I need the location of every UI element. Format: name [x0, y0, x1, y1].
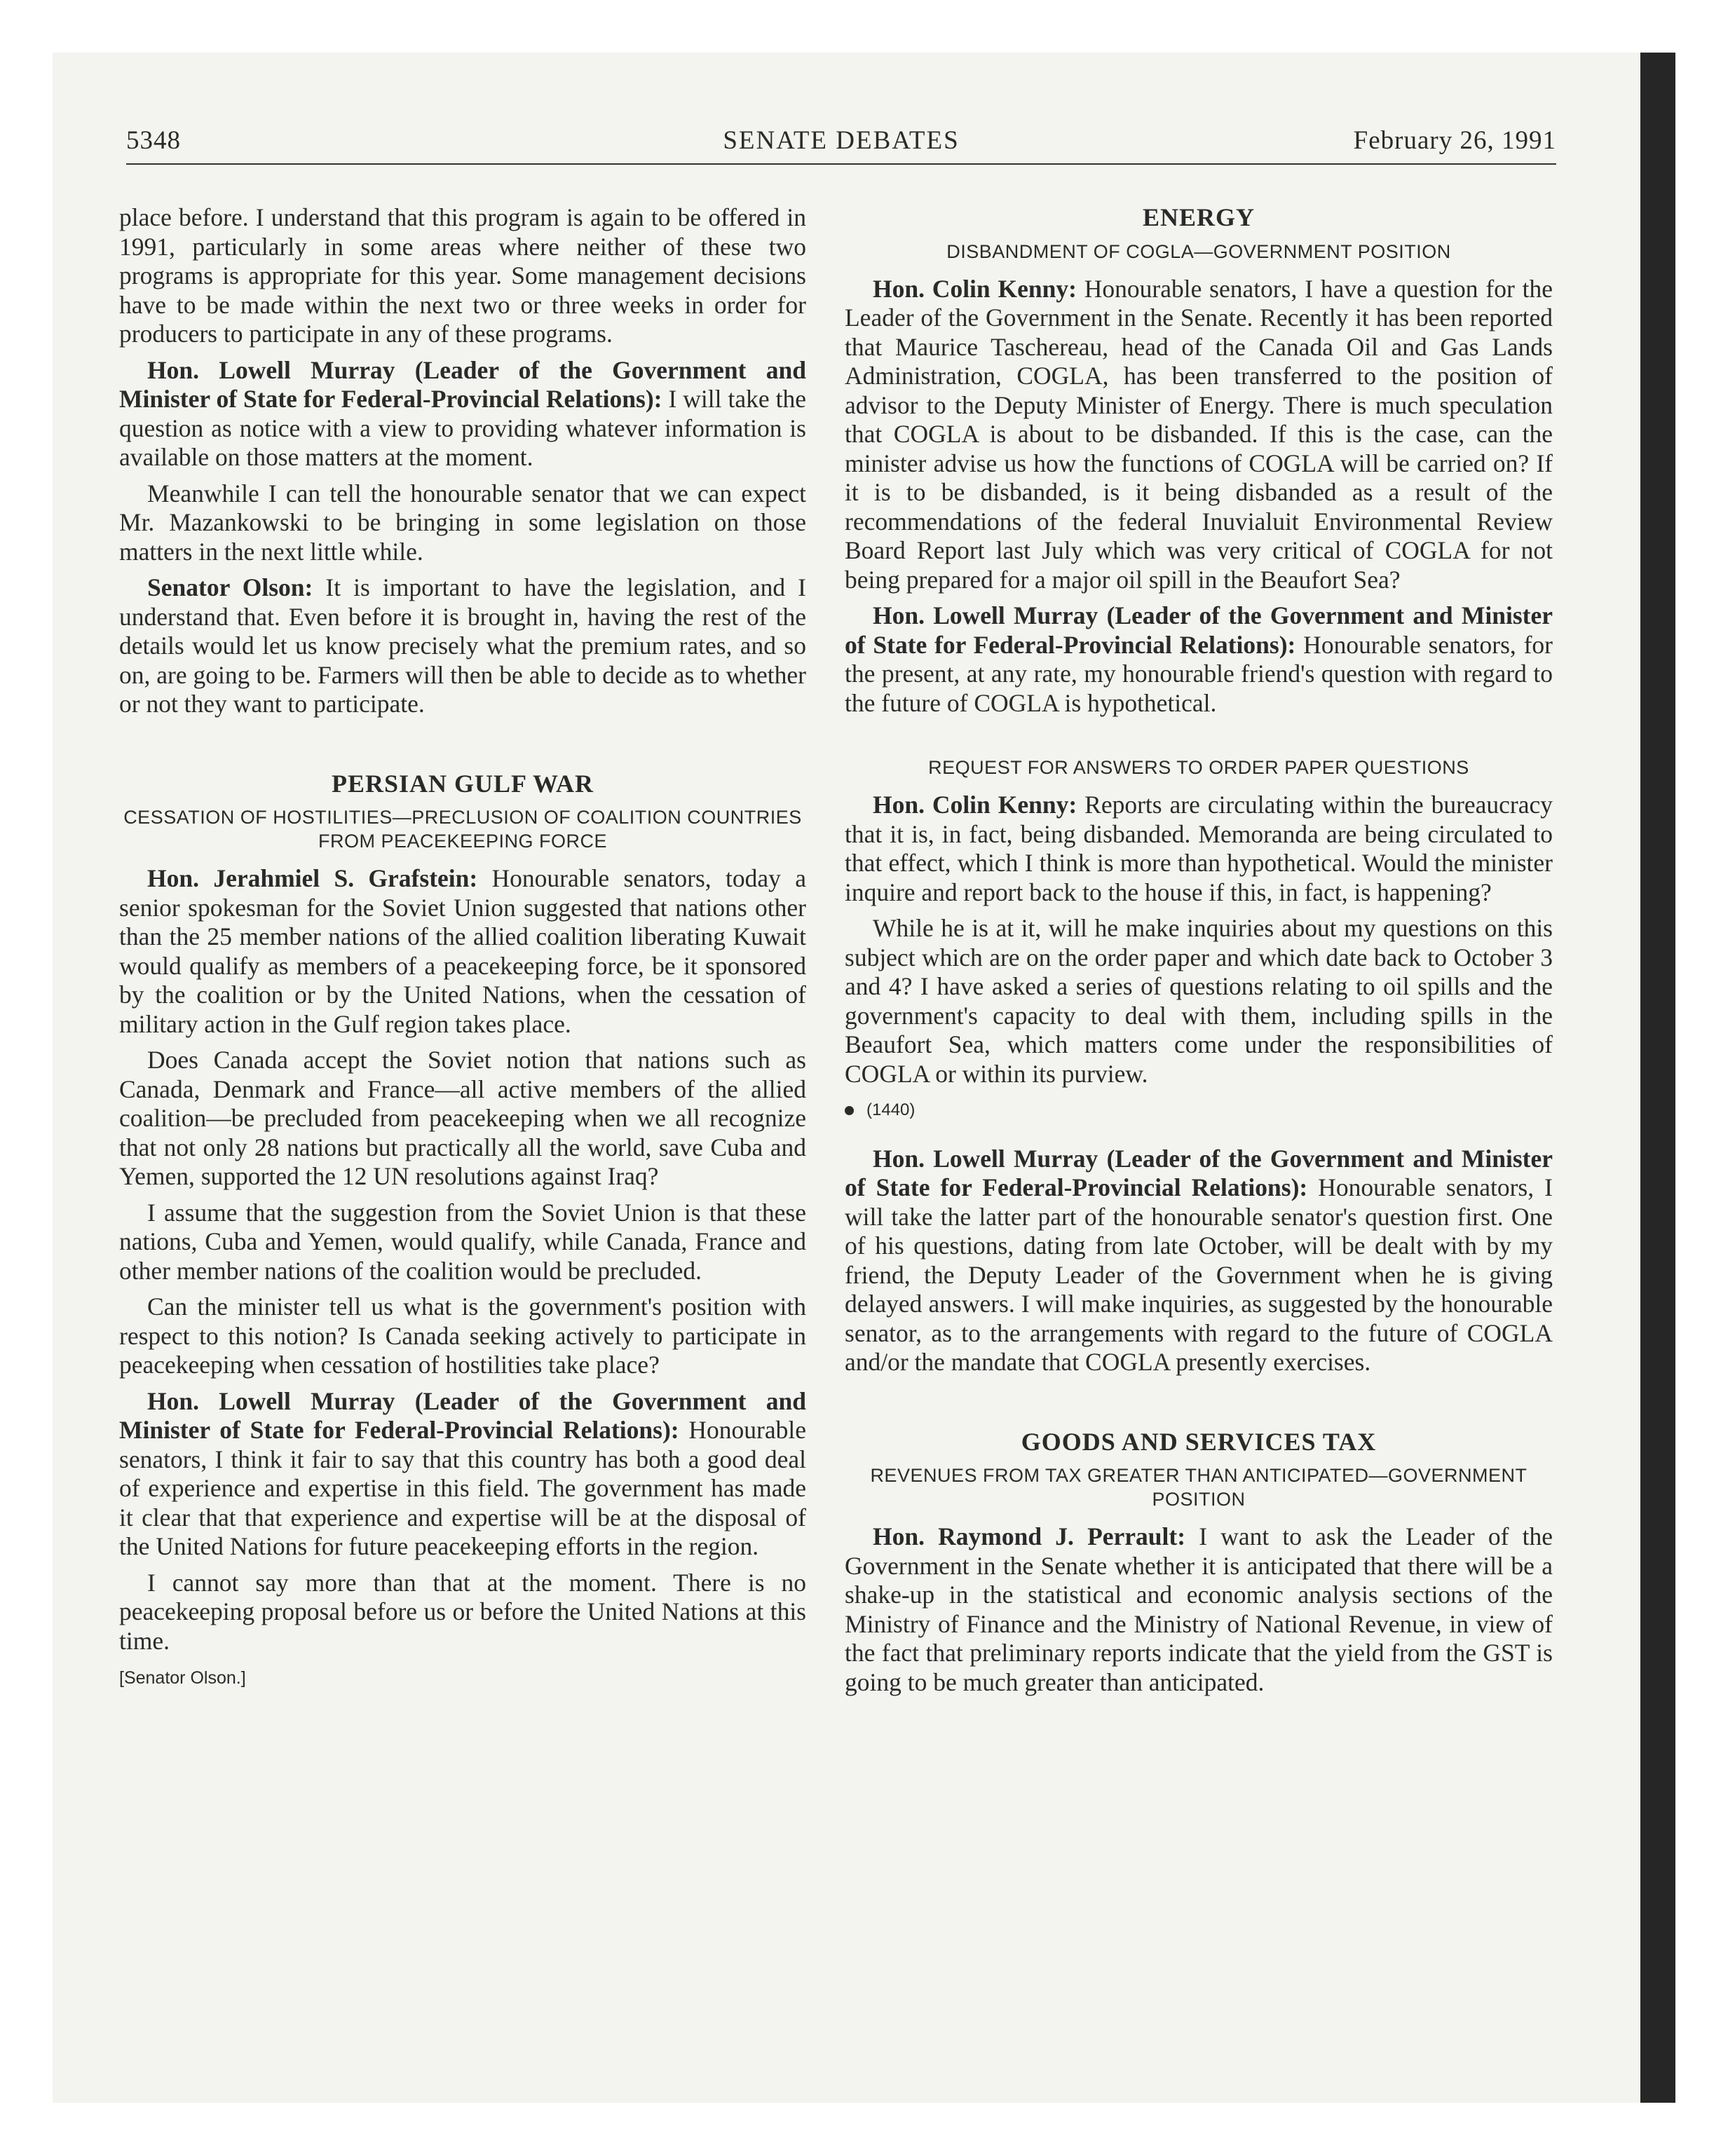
paragraph-text: Honourable senators, today a senior spokesman for the Soviet Union suggested that nations other than the 25 member nations of the allied coalition liberating Kuwait would qualify as members of a peacekeeping force, be it sponsored by the coalition or by the United Nations, when the cessation of military action in the Gulf region takes place. [119, 864, 806, 1038]
paragraph [119, 1292, 806, 1380]
paragraph-text: Meanwhile I can tell the honourable senator that we can expect Mr. Mazankowski to be bringing in some legislation on those matters in the next little while. [119, 479, 806, 566]
paragraph-text: Honourable senators, for the present, at any rate, my honourable friend's question with regard to the future of COGLA is hypothetical. [845, 630, 1553, 717]
section-subheading: DISBANDMENT OF COGLA—GOVERNMENT POSITION [946, 240, 1451, 262]
publication-title: SENATE DEBATES [723, 126, 960, 155]
paragraph [845, 275, 1553, 595]
section-heading: GOODS AND SERVICES TAX [1021, 1427, 1377, 1456]
paragraph [845, 1522, 1553, 1697]
speaker-name: Hon. Raymond J. Perrault: [873, 1522, 1186, 1550]
paragraph [845, 1145, 1553, 1377]
section-heading: ENERGY [1142, 203, 1256, 231]
running-header [126, 125, 1556, 165]
paragraph-text: While he is at it, will he make inquiries about my questions on this subject which are on the order paper and which date back to October 3 and 4? I have asked a series of questions relating to oil spills and the government's capacity to deal with them, including spills in the Beaufort Sea, which matters come under the responsibilities of COGLA or within its purview. [845, 914, 1553, 1088]
scan-margin-bottom [0, 2103, 1735, 2156]
paragraph-text: Honourable senators, I will take the latter part of the honourable senator's question first. One of his questions, dating from late October, will be dealt with by my friend, the Deputy Leader of the Government when he is giving delayed answers. I will make inquiries, as suggested by the honourable senator, as to the arrangements with regard to the future of COGLA and/or the mandate that COGLA presently exercises. [845, 1173, 1553, 1376]
left-column [119, 203, 806, 1693]
paragraph [845, 601, 1553, 718]
paragraph-text: I want to ask the Leader of the Government in the Senate whether it is anticipated that there will be a shake-up in the statistical and economic analysis sections of the Ministry of Finance and the Ministry of National Revenue, in view of the fact that preliminary reports indicate that the yield from the GST is going to be much greater than anticipated. [845, 1522, 1553, 1696]
paragraph-text: Honourable senators, I have a question for the Leader of the Government in the Senate. Recently it has been reported that Maurice Taschereau, head of the Canada Oil and Gas Lands Administration, COGLA, has been transferred to the position of advisor to the Deputy Minister of Energy. There is much speculation that COGLA is about to be disbanded. If this is the case, can the minister advise us how the functions of COGLA will be carried on? If it is to be disbanded, is it being disbanded as a result of the recommendations of the federal Inuvialuit Environmental Review Board Report last July which was very critical of COGLA for not being prepared for a major oil spill in the Beaufort Sea? [845, 274, 1553, 594]
speaker-name: Hon. Lowell Murray (Leader of the Government and Minister of State for Federal-Provincial Relations): [845, 601, 1553, 659]
speaker-name: Hon. Lowell Murray (Leader of the Government and Minister of State for Federal-Provincial Relations): [119, 1386, 806, 1444]
paragraph-text: I cannot say more than that at the moment. There is no peacekeeping proposal before us or before the United Nations at this time. [119, 1568, 806, 1655]
paragraph [119, 1199, 806, 1286]
paragraph-text: place before. I understand that this program is again to be offered in 1991, particularly in some areas where neither of these two programs is appropriate for this year. Some management decisions have to be made within the next two or three weeks in order for producers to participate in any of these programs. [119, 203, 806, 348]
paragraph-text: I will take the question as notice with a view to providing whatever information is available on those matters at the moment. [119, 385, 806, 471]
speaker-footnote: [Senator Olson.] [119, 1668, 246, 1688]
section-subheading: REVENUES FROM TAX GREATER THAN ANTICIPATED—GOVERNMENT POSITION [870, 1465, 1528, 1510]
speaker-name: Hon. Lowell Murray (Leader of the Government and Minister of State for Federal-Provincial Relations): [119, 355, 806, 413]
paragraph-text: It is important to have the legislation, and I understand that. Even before it is brought in, having the rest of the details would let us know precisely what the premium rates, and so on, are going to be. Farmers will then be able to decide as to whether or not they want to participate. [119, 573, 806, 718]
scan-edge-shadow [1640, 53, 1675, 2103]
speaker-name: Hon. Colin Kenny: [873, 274, 1077, 303]
section-heading: PERSIAN GULF WAR [331, 769, 594, 798]
speaker-name: Hon. Jerahmiel S. Grafstein: [147, 864, 478, 892]
time-marker [845, 1096, 1553, 1125]
section-subheading: REQUEST FOR ANSWERS TO ORDER PAPER QUESTIONS [928, 757, 1469, 778]
paragraph [845, 791, 1553, 907]
paragraph [119, 479, 806, 567]
right-column [845, 203, 1553, 1704]
bullet-dot-icon [845, 1106, 854, 1115]
publication-date: February 26, 1991 [1353, 126, 1556, 155]
paragraph [119, 573, 806, 719]
paragraph [119, 1387, 806, 1562]
paragraph-text: Can the minister tell us what is the government's position with respect to this notion? Is Canada seeking actively to participate in peacekeeping when cessation of hostilities take place? [119, 1292, 806, 1379]
paragraph-text: Honourable senators, I think it fair to say that this country has both a good deal of experience and expertise in this field. The government has made it clear that that experience and expertise will be at the disposal of the United Nations for future peacekeeping efforts in the region. [119, 1416, 806, 1560]
paragraph [845, 914, 1553, 1089]
paragraph-text: Reports are circulating within the bureaucracy that it is, in fact, being disbanded. Memoranda are being circulated to that effect, which I think is more than hypothetical. Would the minister inquire and report back to the house if this, in fact, is happening? [845, 791, 1553, 906]
paragraph [119, 864, 806, 1039]
paragraph-text: Does Canada accept the Soviet notion that nations such as Canada, Denmark and France—all active members of the allied coalition—be precluded from peacekeeping when we all recognize that not only 28 nations but practically all the world, save Cuba and Yemen, supported the 12 UN resolutions against Iraq? [119, 1046, 806, 1190]
section-subheading: CESSATION OF HOSTILITIES—PRECLUSION OF COALITION COUNTRIES FROM PEACEKEEPING FORCE [123, 807, 802, 852]
time-marker-text: (1440) [866, 1100, 916, 1119]
paragraph-text: I assume that the suggestion from the Soviet Union is that these nations, Cuba and Yemen, would qualify, while Canada, France and other member nations of the coalition would be precluded. [119, 1198, 806, 1285]
scan-margin-left [0, 0, 53, 2156]
paragraph [119, 203, 806, 349]
speaker-name: Hon. Colin Kenny: [873, 791, 1077, 819]
scan-margin-right [1675, 0, 1735, 2156]
paragraph [119, 1046, 806, 1192]
paragraph [119, 1569, 806, 1656]
speaker-name: Hon. Lowell Murray (Leader of the Government and Minister of State for Federal-Provincial Relations): [845, 1144, 1553, 1201]
paragraph [119, 356, 806, 472]
page-number: 5348 [126, 126, 181, 155]
speaker-name: Senator Olson: [147, 573, 313, 601]
scan-margin-top [0, 0, 1735, 53]
